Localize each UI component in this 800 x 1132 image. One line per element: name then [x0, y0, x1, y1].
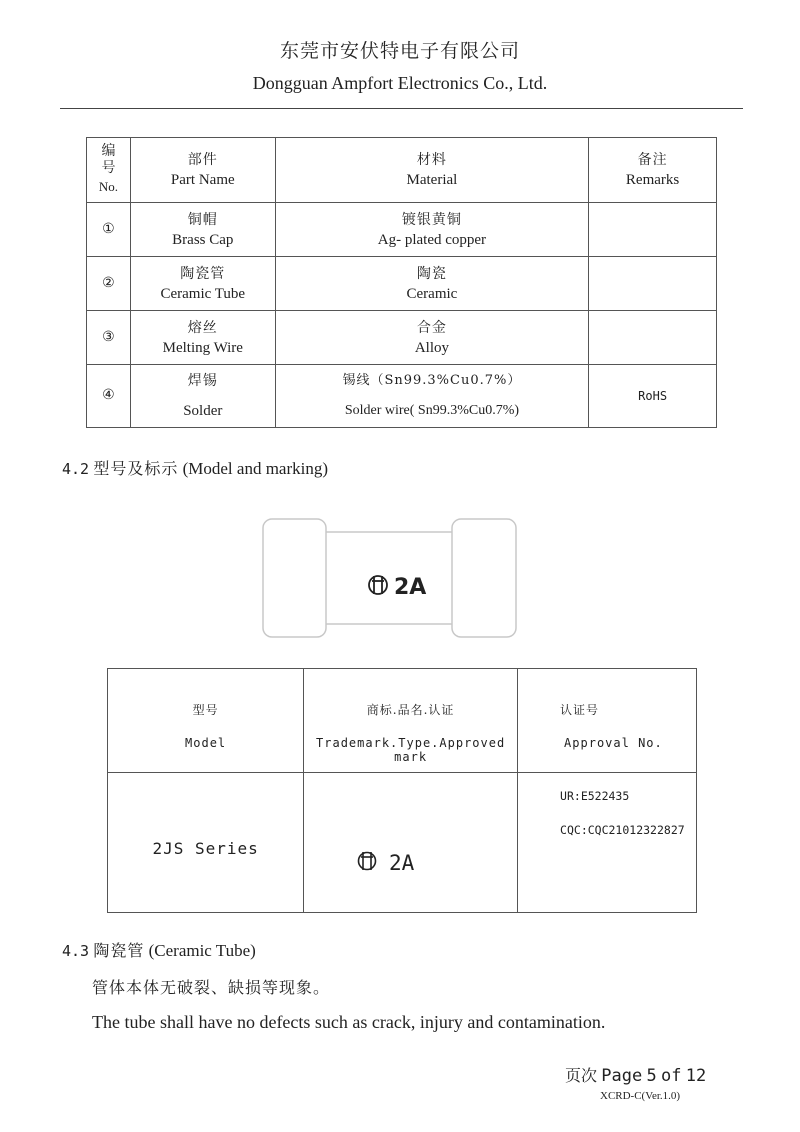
header-material: 材料 Material	[275, 138, 589, 203]
ceramic-tube-desc-cn: 管体本体无破裂、缺损等现象。	[92, 978, 331, 997]
header-remarks: 备注 Remarks	[589, 138, 717, 203]
page-number: 页次 Page 5 of 12	[565, 1066, 707, 1086]
table-row	[87, 311, 717, 365]
fuse-end-cap-right	[452, 519, 516, 637]
material-cell: 锡线（Sn99.3%Cu0.7%） Solder wire( Sn99.3%Cu0.7%)	[275, 365, 589, 428]
header-divider	[60, 108, 743, 109]
section-4-2-heading	[62, 456, 328, 479]
table-row	[108, 773, 697, 913]
row-number: ①	[87, 203, 131, 257]
table-row	[87, 257, 717, 311]
marking-cell	[304, 773, 518, 913]
remarks-cell	[589, 203, 717, 257]
row-number: ④	[87, 365, 131, 428]
materials-header-row	[87, 138, 717, 203]
section-title-en: (Ceramic Tube)	[148, 941, 256, 960]
approval-cell	[518, 773, 697, 913]
section-number: 4.2	[62, 460, 90, 478]
material-cell: 合金 Alloy	[275, 311, 589, 365]
section-title-cn: 陶瓷管	[93, 941, 145, 960]
header-trademark: 商标.品名.认证 Trademark.Type.Approved mark	[304, 669, 518, 773]
material-cell: 镀银黄铜 Ag- plated copper	[275, 203, 589, 257]
ceramic-tube-desc-en: The tube shall have no defects such as crack, injury and contamination.	[92, 1012, 606, 1032]
company-name-cn: 东莞市安伏特电子有限公司	[279, 40, 520, 62]
company-name-en: Dongguan Ampfort Electronics Co., Ltd.	[252, 73, 548, 93]
fuse-drawing	[262, 518, 517, 638]
part-name-cell: 熔丝 Melting Wire	[130, 311, 275, 365]
header-model: 型号 Model	[108, 669, 304, 773]
section-number: 4.3	[62, 942, 90, 960]
materials-table	[86, 137, 717, 428]
part-name-cell: 陶瓷管 Ceramic Tube	[130, 257, 275, 311]
material-cell: 陶瓷 Ceramic	[275, 257, 589, 311]
remarks-cell: RoHS	[589, 365, 717, 428]
fuse-tube-body	[325, 532, 453, 624]
section-title-en: (Model and marking)	[182, 459, 329, 478]
header-approval: 认证号 Approval No.	[518, 669, 697, 773]
table-row	[87, 365, 717, 428]
table-row	[87, 203, 717, 257]
ur-number: UR:E522435	[560, 789, 630, 803]
marking-text: 2A	[388, 851, 414, 875]
marking-table	[107, 668, 697, 913]
row-number: ②	[87, 257, 131, 311]
fuse-end-cap-left	[263, 519, 326, 637]
document-code: XCRD-C(Ver.1.0)	[600, 1090, 681, 1102]
cqc-number: CQC:CQC21012322827	[560, 823, 685, 837]
remarks-cell	[589, 311, 717, 365]
part-name-cell: 铜帽 Brass Cap	[130, 203, 275, 257]
marking-graphic	[351, 843, 471, 883]
remarks-cell	[589, 257, 717, 311]
section-title-cn: 型号及标示	[93, 459, 179, 478]
fuse-marking-text: 2A	[394, 575, 427, 600]
section-4-3-heading	[62, 938, 256, 961]
header-no: 编号 No.	[87, 138, 131, 203]
row-number: ③	[87, 311, 131, 365]
header-part-name: 部件 Part Name	[130, 138, 275, 203]
ampfort-logo-icon	[358, 852, 375, 870]
model-cell: 2JS Series	[108, 773, 304, 913]
marking-header-row	[108, 669, 697, 773]
part-name-cell: 焊锡 Solder	[130, 365, 275, 428]
